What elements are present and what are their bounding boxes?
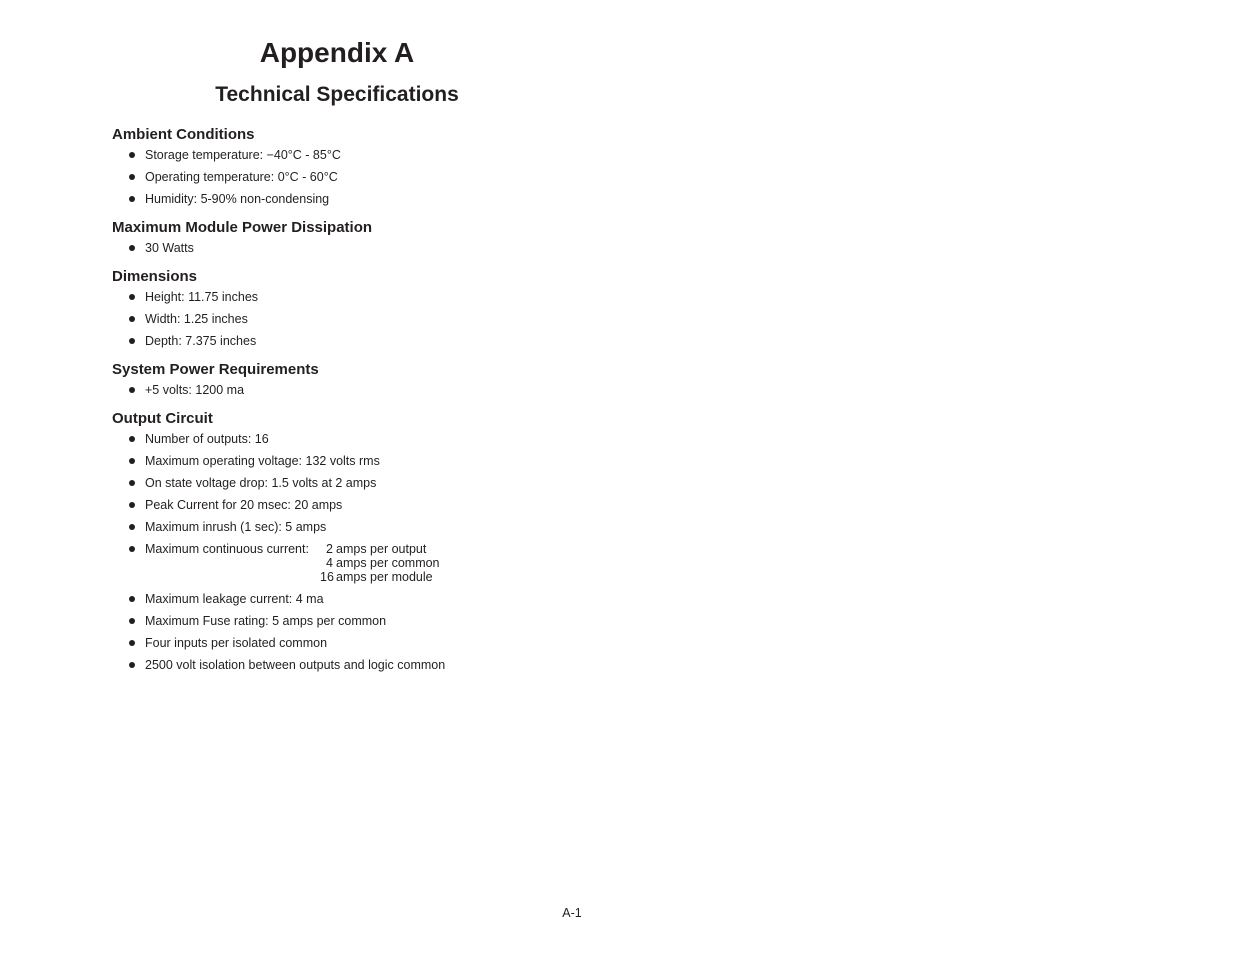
bullet-icon	[129, 174, 135, 180]
list-item-text: +5 volts: 1200 ma	[145, 383, 245, 397]
section-heading: Output Circuit	[112, 410, 213, 427]
page-subtitle: Technical Specifications	[215, 83, 459, 106]
section-power-dissipation	[112, 218, 612, 255]
list-item-text: Peak Current for 20 msec: 20 amps	[145, 498, 343, 512]
bullet-icon	[129, 387, 135, 393]
bullet-icon	[129, 502, 135, 508]
continuous-current-value: 4	[326, 556, 333, 570]
section-heading: System Power Requirements	[112, 361, 319, 378]
list-item-text: Maximum inrush (1 sec): 5 amps	[145, 520, 327, 534]
list-item	[112, 520, 612, 534]
continuous-current-label: Maximum continuous current:	[145, 542, 309, 556]
list-item	[112, 432, 612, 446]
section-dimensions	[112, 267, 612, 348]
bullet-icon	[129, 338, 135, 344]
list-item	[112, 312, 612, 326]
list-item-text: Four inputs per isolated common	[145, 636, 328, 650]
list-item	[112, 592, 612, 606]
bullet-list	[112, 432, 612, 672]
list-item-text: Height: 11.75 inches	[145, 290, 259, 304]
bullet-icon	[129, 596, 135, 602]
list-item	[112, 148, 612, 162]
continuous-current-unit: amps per module	[336, 570, 433, 584]
bullet-icon	[129, 316, 135, 322]
list-item	[112, 334, 612, 348]
list-item	[112, 170, 612, 184]
list-item-continuous-current	[112, 542, 612, 584]
bullet-list	[112, 290, 612, 348]
list-item	[112, 454, 612, 468]
bullet-icon	[129, 294, 135, 300]
section-ambient-conditions	[112, 125, 612, 206]
list-item-text: Width: 1.25 inches	[145, 312, 248, 326]
bullet-icon	[129, 546, 135, 552]
bullet-list	[112, 148, 612, 206]
bullet-icon	[129, 480, 135, 486]
list-item-text: Operating temperature: 0°C - 60°C	[145, 170, 338, 184]
list-item	[112, 476, 612, 490]
list-item	[112, 192, 612, 206]
continuous-current-unit: amps per common	[336, 556, 440, 570]
bullet-icon	[129, 662, 135, 668]
section-output-circuit	[112, 409, 612, 672]
list-item	[112, 290, 612, 304]
list-item-text: Storage temperature: −40°C - 85°C	[145, 148, 341, 162]
list-item-text: Maximum leakage current: 4 ma	[145, 592, 324, 606]
bullet-icon	[129, 245, 135, 251]
section-system-power	[112, 360, 612, 397]
section-heading: Ambient Conditions	[112, 126, 255, 143]
list-item-text: 2500 volt isolation between outputs and logic common	[145, 658, 446, 672]
section-heading: Maximum Module Power Dissipation	[112, 219, 373, 236]
list-item-text: On state voltage drop: 1.5 volts at 2 amps	[145, 476, 377, 490]
list-item	[112, 383, 612, 397]
list-item-text: Maximum Fuse rating: 5 amps per common	[145, 614, 387, 628]
bullet-icon	[129, 196, 135, 202]
list-item	[112, 658, 612, 672]
list-item-text: Maximum operating voltage: 132 volts rms	[145, 454, 380, 468]
continuous-current-block	[145, 542, 612, 584]
list-item-text: Depth: 7.375 inches	[145, 334, 257, 348]
bullet-list	[112, 383, 612, 397]
bullet-icon	[129, 524, 135, 530]
continuous-current-value: 2	[326, 542, 333, 556]
list-item-text: Humidity: 5-90% non-condensing	[145, 192, 330, 206]
page-title: Appendix A	[259, 37, 415, 68]
section-heading: Dimensions	[112, 268, 198, 285]
bullet-icon	[129, 152, 135, 158]
list-item	[112, 498, 612, 512]
list-item	[112, 614, 612, 628]
continuous-current-value: 16	[320, 570, 334, 584]
list-item-text: 30 Watts	[145, 241, 194, 255]
continuous-current-unit: amps per output	[336, 542, 427, 556]
bullet-list	[112, 241, 612, 255]
bullet-icon	[129, 436, 135, 442]
list-item-text: Number of outputs: 16	[145, 432, 269, 446]
spec-content	[112, 125, 612, 684]
page-number: A-1	[562, 906, 582, 920]
bullet-icon	[129, 618, 135, 624]
bullet-icon	[129, 458, 135, 464]
list-item	[112, 241, 612, 255]
list-item	[112, 636, 612, 650]
bullet-icon	[129, 640, 135, 646]
